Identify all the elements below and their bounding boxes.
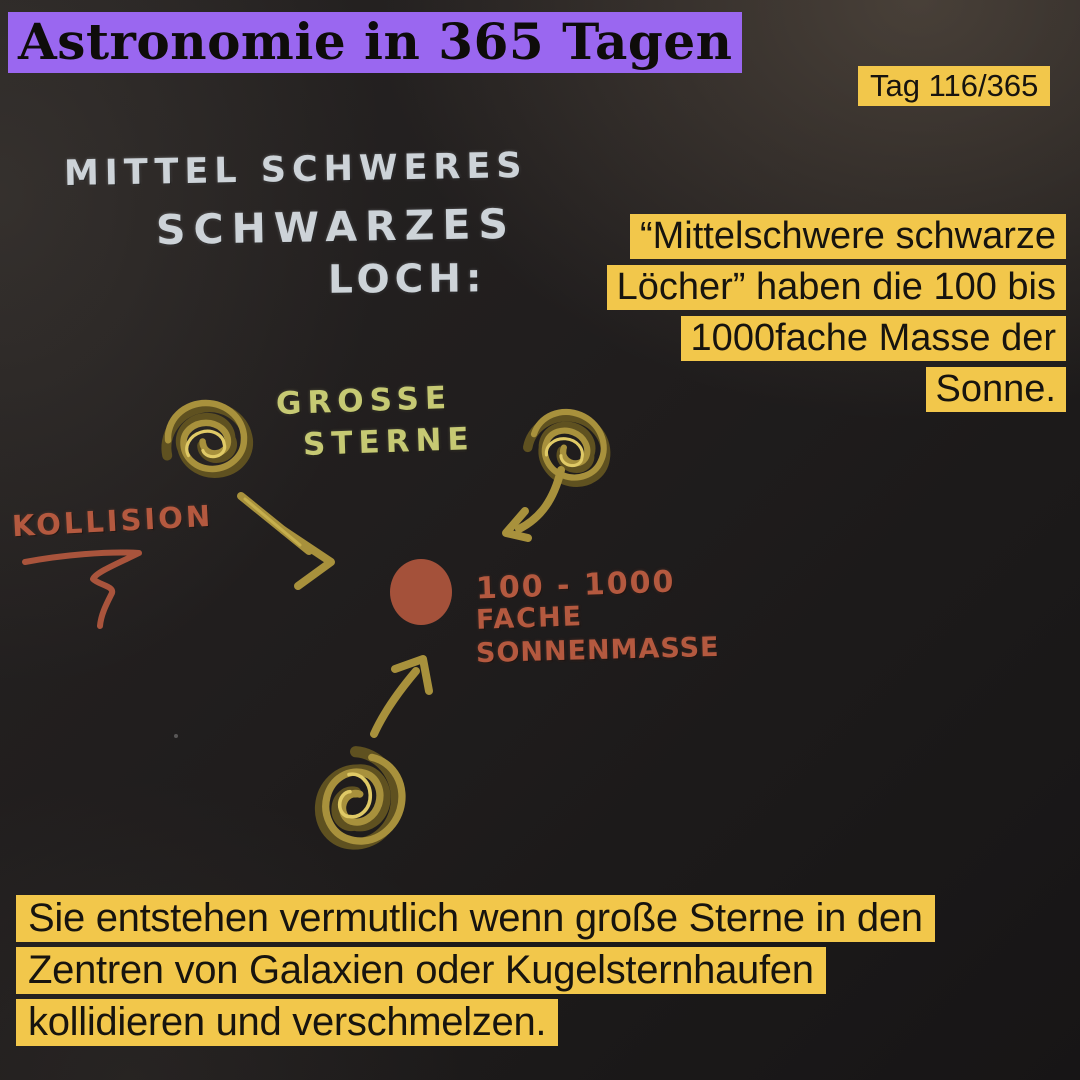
bottom-box-line: [16, 999, 935, 1046]
info-box-line: [607, 316, 1066, 361]
mass-label-line-3: SONNENMASSE: [475, 631, 720, 670]
collision-arrow-from-bottom-star-icon: [374, 659, 429, 734]
star-scribble-top-left-icon: [161, 398, 252, 480]
collision-underline-squiggle-icon: [25, 552, 139, 626]
bottom-box-line-text: Sie entstehen vermutlich wenn große Sterne in den: [16, 895, 935, 942]
bottom-box: [16, 895, 935, 1051]
info-box-line: [607, 214, 1066, 259]
star-scribble-bottom-icon: [316, 748, 408, 850]
bottom-box-line-text: Zentren von Galaxien oder Kugelsternhaufen: [16, 947, 826, 994]
chalk-heading-line-1: MITTEL SCHWERES: [63, 145, 528, 195]
info-box-line: [607, 367, 1066, 412]
mass-label-line-1: 100 - 1000: [475, 564, 677, 607]
bottom-box-line-text: kollidieren und verschmelzen.: [16, 999, 558, 1046]
info-box-line-text: 1000fache Masse der: [681, 316, 1066, 361]
stars-label-line-1: GROSSE: [275, 379, 453, 423]
chalk-heading-line-3: LOCH:: [327, 256, 487, 303]
title-banner: [8, 12, 742, 73]
mass-label-line-2: FACHE: [475, 601, 584, 636]
page-title: Astronomie in 365 Tagen: [18, 12, 733, 71]
info-box-line-text: “Mittelschwere schwarze: [630, 214, 1066, 259]
info-box-line-text: Sonne.: [926, 367, 1066, 412]
bottom-box-line: [16, 895, 935, 942]
collision-label: KOLLISION: [11, 498, 214, 544]
info-box-line: [607, 265, 1066, 310]
day-badge: [858, 66, 1050, 106]
collision-arrow-from-left-star-icon: [241, 496, 331, 586]
central-mass-dot: [390, 559, 452, 625]
info-box: [607, 214, 1066, 418]
chalk-speck: [174, 734, 178, 738]
day-badge-label: Tag 116/365: [870, 68, 1039, 103]
collision-arrow-from-right-star-icon: [506, 470, 561, 538]
info-box-line-text: Löcher” haben die 100 bis: [607, 265, 1066, 310]
star-scribble-top-right-icon: [522, 404, 614, 489]
chalk-heading-line-2: SCHWARZES: [155, 199, 517, 255]
stars-label-line-2: STERNE: [302, 421, 476, 463]
bottom-box-line: [16, 947, 935, 994]
